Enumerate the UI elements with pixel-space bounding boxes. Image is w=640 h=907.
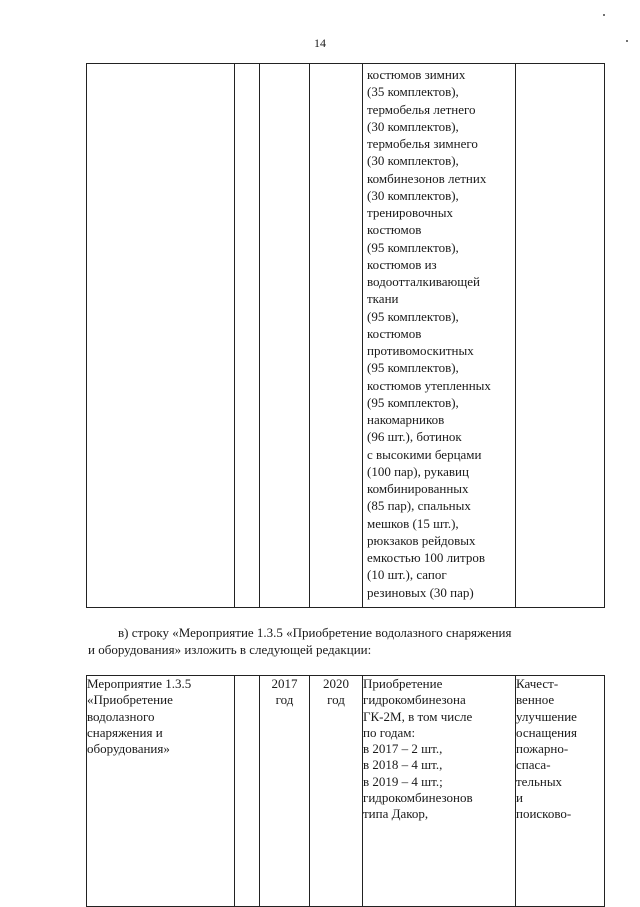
table-row <box>87 64 605 608</box>
description-line: костюмов <box>367 222 422 238</box>
name-line: «Приобретение <box>87 692 173 708</box>
description-text <box>363 676 515 823</box>
description-line: (96 шт.), ботинок <box>367 429 462 445</box>
description-line: термобелья летнего <box>367 101 476 117</box>
end-year-unit: год <box>327 692 345 708</box>
description-line: водоотталкивающей <box>367 274 480 289</box>
end-year: 2020 <box>323 676 349 691</box>
result-line: спаса- <box>516 757 551 773</box>
description-line: (30 комплектов), <box>367 118 459 134</box>
result-line: пожарно- <box>516 741 569 757</box>
description-line: Приобретение <box>363 676 443 691</box>
table-row <box>87 676 605 907</box>
description-line: костюмов из <box>367 256 437 272</box>
description-line: резиновых (30 пар) <box>367 584 474 600</box>
description-line: костюмов зимних <box>367 67 466 82</box>
result-line: улучшение <box>516 708 577 724</box>
description-line: по годам: <box>363 724 416 740</box>
table-cell-spacer <box>235 676 260 907</box>
result-line: тельных <box>516 773 563 789</box>
table-cell-result <box>516 64 605 608</box>
result-line: поисково- <box>516 806 572 822</box>
paragraph-line-1: в) строку «Мероприятие 1.3.5 «Приобретение водолазного снаряжения <box>118 625 512 640</box>
result-line: оснащения <box>516 724 577 740</box>
description-line: (95 комплектов), <box>367 239 459 255</box>
description-line: тренировочных <box>367 205 453 220</box>
measure-name <box>87 676 234 757</box>
name-line: снаряжения и <box>87 724 163 740</box>
description-line: (10 шт.), сапог <box>367 567 447 583</box>
name-line: водолазного <box>87 708 155 724</box>
description-line: типа Дакор, <box>363 806 429 822</box>
page-number: 14 <box>314 36 326 50</box>
description-line: ткани <box>367 291 399 307</box>
name-line: Мероприятие 1.3.5 <box>87 676 192 691</box>
table-cell-description <box>363 676 516 907</box>
start-year-unit: год <box>275 692 294 708</box>
table-cell-start-year <box>260 676 310 907</box>
table-cell-start-year <box>260 64 310 608</box>
description-text <box>363 64 515 601</box>
result-line: венное <box>516 692 555 708</box>
name-line: оборудования» <box>87 741 170 757</box>
description-line: (30 комплектов), <box>367 153 459 169</box>
result-line: Качест- <box>516 676 559 691</box>
description-line: в 2018 – 4 шт., <box>363 757 443 773</box>
description-line: (95 комплектов), <box>367 360 459 376</box>
table-cell-name <box>87 64 235 608</box>
table-cell-spacer <box>235 64 260 608</box>
result-text <box>516 676 604 823</box>
table-cell-name <box>87 676 235 907</box>
scan-speck <box>626 40 628 42</box>
result-line: и <box>516 790 523 806</box>
description-line: термобелья зимнего <box>367 136 478 151</box>
description-line: с высокими берцами <box>367 446 482 462</box>
continued-measures-table <box>86 63 605 608</box>
description-line: (35 комплектов), <box>367 84 459 100</box>
description-line: в 2019 – 4 шт.; <box>363 773 443 789</box>
description-line: противомоскитных <box>367 343 474 358</box>
description-line: в 2017 – 2 шт., <box>363 741 443 757</box>
description-line: ГК-2М, в том числе <box>363 708 473 724</box>
table-cell-end-year <box>310 676 363 907</box>
description-line: костюмов <box>367 325 422 341</box>
measure-1-3-5-table <box>86 675 605 907</box>
description-line: гидрокомбинезона <box>363 692 466 708</box>
description-line: рюкзаков рейдовых <box>367 532 476 548</box>
description-line: накомарников <box>367 412 445 427</box>
description-line: мешков (15 шт.), <box>367 515 459 531</box>
description-line: (85 пар), спальных <box>367 498 471 514</box>
start-year: 2017 <box>271 676 298 691</box>
description-line: (95 комплектов), <box>367 394 459 410</box>
description-line: комбинированных <box>367 481 469 496</box>
description-line: (95 комплектов), <box>367 308 459 324</box>
table-cell-description <box>363 64 516 608</box>
scan-speck <box>603 14 605 16</box>
description-line: костюмов утепленных <box>367 377 491 393</box>
table-cell-end-year <box>310 64 363 608</box>
description-line: емкостью 100 литров <box>367 550 485 565</box>
description-line: комбинезонов летних <box>367 170 487 186</box>
description-line: (30 комплектов), <box>367 187 459 203</box>
paragraph-line-2: и оборудования» изложить в следующей редакции: <box>88 642 372 657</box>
table-cell-result <box>516 676 605 907</box>
description-line: (100 пар), рукавиц <box>367 463 469 479</box>
description-line: гидрокомбинезонов <box>363 790 473 806</box>
